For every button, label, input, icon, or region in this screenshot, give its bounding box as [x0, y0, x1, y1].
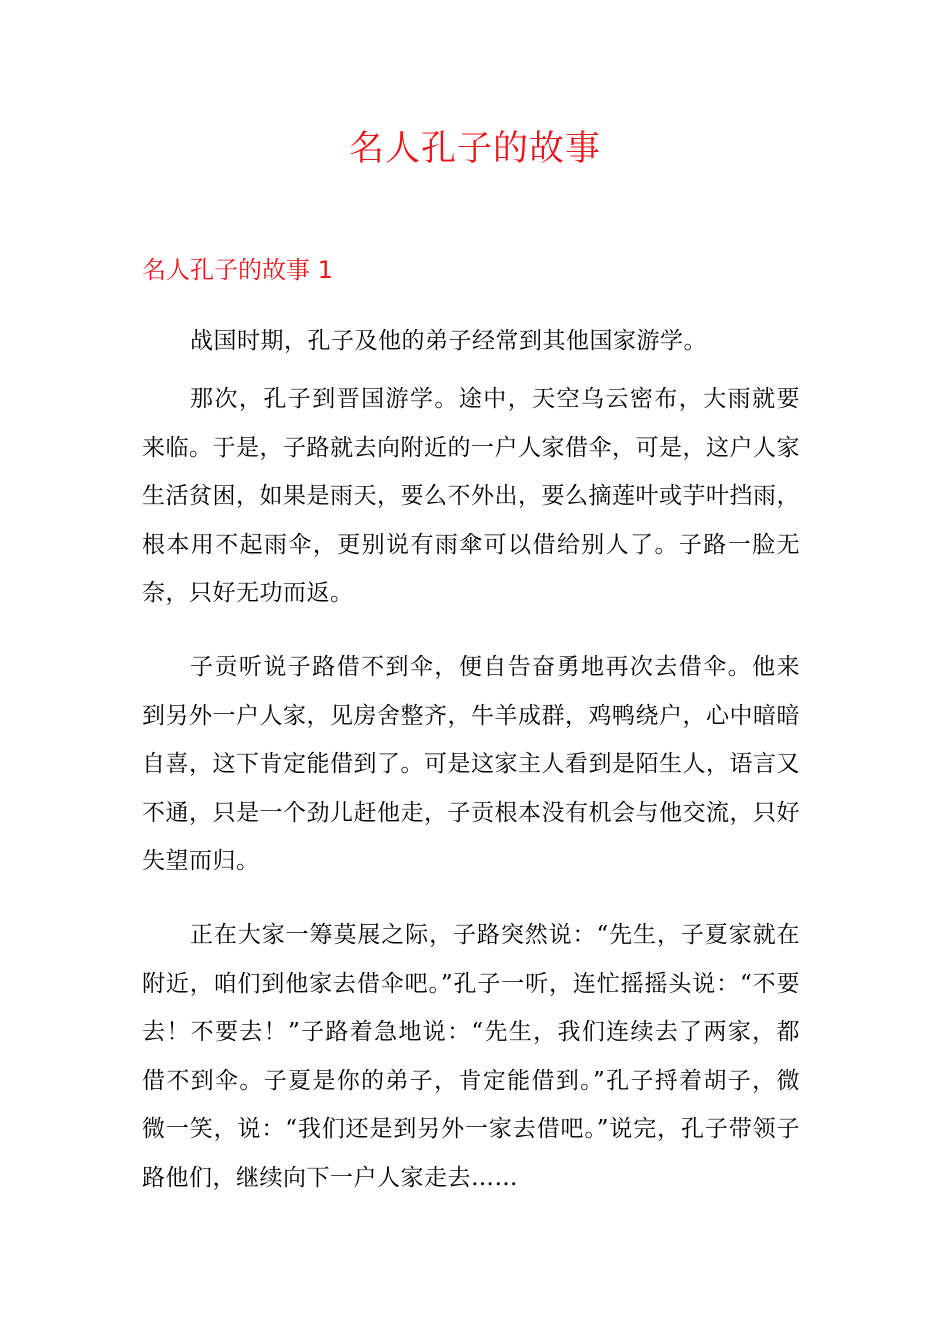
section-heading: 名人孔子的故事 1: [142, 256, 333, 284]
paragraph-4: 正在大家一筹莫展之际，子路突然说：“先生，子夏家就在附近，咱们到他家去借伞吧。”孔子一听，连忙摇摇头说：“不要去！不要去！”子路着急地说：“先生，我们连续去了两家，都借不到伞。子夏是你的弟子，肯定能借到。”孔子捋着胡子，微微一笑，说：“我们还是到另外一家去借吧。”说完，孔子带领子路他们，继续向下一户人家走去……: [142, 922, 800, 1191]
document-title: 名人孔子的故事: [348, 129, 601, 169]
paragraph-2: 那次，孔子到晋国游学。途中，天空乌云密布，大雨就要来临。于是，子路就去向附近的一户人家借伞，可是，这户人家生活贫困，如果是雨天，要么不外出，要么摘莲叶或芋叶挡雨，根本用不起雨伞，更别说有雨傘可以借给别人了。子路一脸无奈，只好无功而返。: [142, 386, 800, 606]
paragraph-3: 子贡听说子路借不到伞，便自告奋勇地再次去借伞。他来到另外一户人家，见房舍整齐，牛羊成群，鸡鸭绕户，心中暗暗自喜，这下肯定能借到了。可是这家主人看到是陌生人，语言又不通，只是一个劲儿赶他走，子贡根本没有机会与他交流，只好失望而归。: [142, 654, 800, 874]
paragraph-1: 战国时期，孔子及他的弟子经常到其他国家游学。: [190, 328, 707, 354]
